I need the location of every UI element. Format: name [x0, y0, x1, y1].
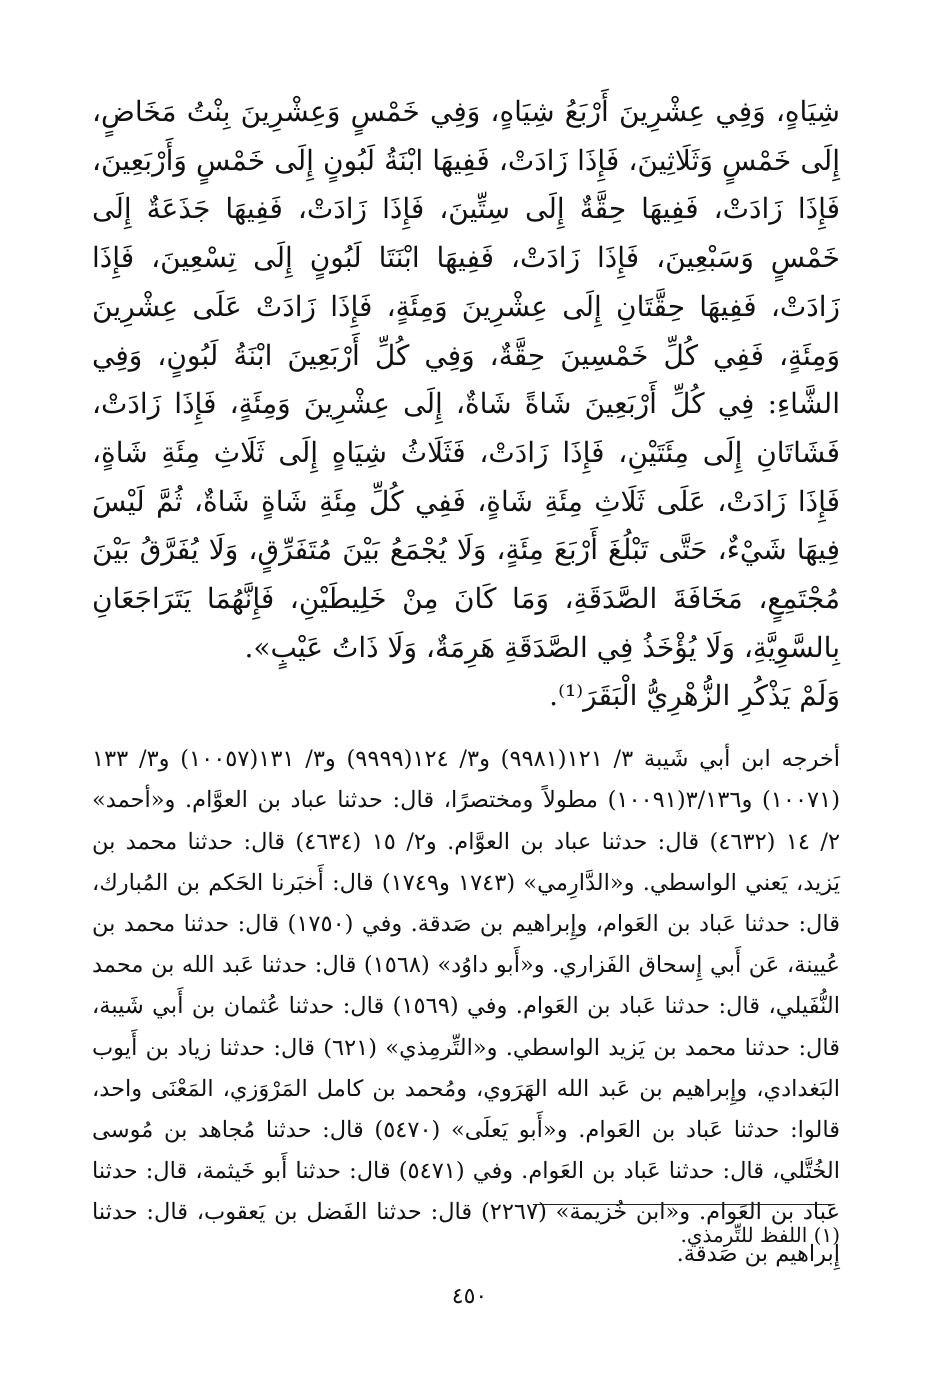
footnote: (١) اللفظ للتِّرمذي. [680, 1223, 840, 1247]
footnote-divider [533, 1204, 833, 1205]
hadith-text: شِيَاهٍ، وَفِي عِشْرِينَ أَرْبَعُ شِيَاهٍ، وَفِي خَمْسٍ وَعِشْرِينَ بِنْتُ مَخَاضٍ، إِلَى خَمْسٍ وَثَلَاثِينَ، فَإِذَا زَادَتْ، فَفِيهَا ابْنَةُ لَبُونٍ إِلَى خَمْسٍ وَأَرْبَعِينَ، فَإِذَا زَادَتْ، فَفِيهَا حِقَّةٌ إِلَى سِتِّينَ، فَإِذَا زَادَتْ، فَفِيهَا جَذَعَةٌ إِلَى خَمْسٍ وَسَبْعِينَ، فَإِذَا زَادَتْ، فَفِيهَا ابْنَتَا لَبُونٍ إِلَى تِسْعِينَ، فَإِذَا زَادَتْ، فَفِيهَا حِقَّتَانِ إِلَى عِشْرِينَ وَمِئَةٍ، فَإِذَا زَادَتْ عَلَى عِشْرِينَ وَمِئَةٍ، فَفِي كُلِّ خَمْسِينَ حِقَّةٌ، وَفِي كُلِّ أَرْبَعِينَ ابْنَةُ لَبُونٍ، وَفِي الشَّاءِ: فِي كُلِّ أَرْبَعِينَ شَاةً شَاةٌ، إِلَى عِشْرِينَ وَمِئَةٍ، فَإِذَا زَادَتْ، فَشَاتَانِ إِلَى مِئَتَيْنِ، فَإِذَا زَادَتْ، فَثَلَاثُ شِيَاهٍ إِلَى ثَلَاثِ مِئَةِ شَاةٍ، فَإِذَا زَادَتْ، عَلَى ثَلَاثِ مِئَةِ شَاةٍ، فَفِي كُلِّ مِئَةِ شَاةٍ شَاةٌ، ثُمَّ لَيْسَ فِيهَا شَيْءٌ، حَتَّى تَبْلُغَ أَرْبَعَ مِئَةٍ، وَلَا يُجْمَعُ بَيْنَ مُتَفَرِّقٍ، وَلَا يُفَرَّقُ بَيْنَ مُجْتَمِعٍ، مَخَافَةَ الصَّدَقَةِ، وَمَا كَانَ مِنْ خَلِيطَيْنِ، فَإِنَّهُمَا يَتَرَاجَعَانِ بِالسَّوِيَّةِ، وَلَا يُؤْخَذُ فِي الصَّدَقَةِ هَرِمَةٌ، وَلَا ذَاتُ عَيْبٍ». [92, 95, 840, 664]
page-number: ٤٥٠ [451, 1284, 488, 1309]
takhrij-text: أخرجه ابن أبي شَيبة ٣/ ١٢١(٩٩٨١) و٣/ ١٢٤(٩٩٩٩) و٣/ ١٣١(١٠٠٥٧) و٣/ ١٣٣ (١٠٠٧١) و٣/١٣٦(١٠٠٩١) مطولاً ومختصرًا، قال: حدثنا عباد بن العوَّام. و«أحمد» ٢/ ١٤ (٤٦٣٢) قال: حدثنا عباد بن العوَّام. و٢/ ١٥ (٤٦٣٤) قال: حدثنا محمد بن يَزيد، يَعني الواسطي. و«الدَّارِمي» (١٧٤٣ و١٧٤٩) قال: أَخبَرنا الحَكم بن المُبارك، قال: حدثنا عَباد بن العَوام، وإِبراهيم بن صَدقة. وفي (١٧٥٠) قال: حدثنا محمد بن عُيينة، عَن أَبي إِسحاق الفَزاري. و«أَبو داوُد» (١٥٦٨) قال: حدثنا عَبد الله بن محمد النُّفَيلي، قال: حدثنا عَباد بن العَوام. وفي (١٥٦٩) قال: حدثنا عُثمان بن أَبي شَيبة، قال: حدثنا محمد بن يَزيد الواسطي. و«التِّرمِذي» (٦٢١) قال: حدثنا زياد بن أَيوب البَغدادي، وإِبراهيم بن عَبد الله الهَرَوي، ومُحمد بن كامل المَرْوَزي، المَعْنَى واحد، قالوا: حدثنا عَباد بن العَوام. و«أَبو يَعلَى» (٥٤٧٠) قال: حدثنا مُجاهد بن مُوسى الخُتَّلي، قال: حدثنا عَباد بن العَوام. وفي (٥٤٧١) قال: حدثنا أَبو خَيثمة، قال: حدثنا عَباد بن العَوام. و«ابن خُزيمة» (٢٢٦٧) قال: حدثنا الفَضل بن يَعقوب، قال: حدثنا إِبراهيم بن صَدقة. [92, 746, 841, 1267]
takhrij-block [92, 739, 840, 1275]
hadith-text-block [92, 88, 840, 721]
page-body [92, 88, 840, 1275]
narrator-note: وَلَمْ يَذْكُرِ الزُّهْرِيُّ الْبَقَرَ⁽¹⁾. [549, 679, 840, 713]
